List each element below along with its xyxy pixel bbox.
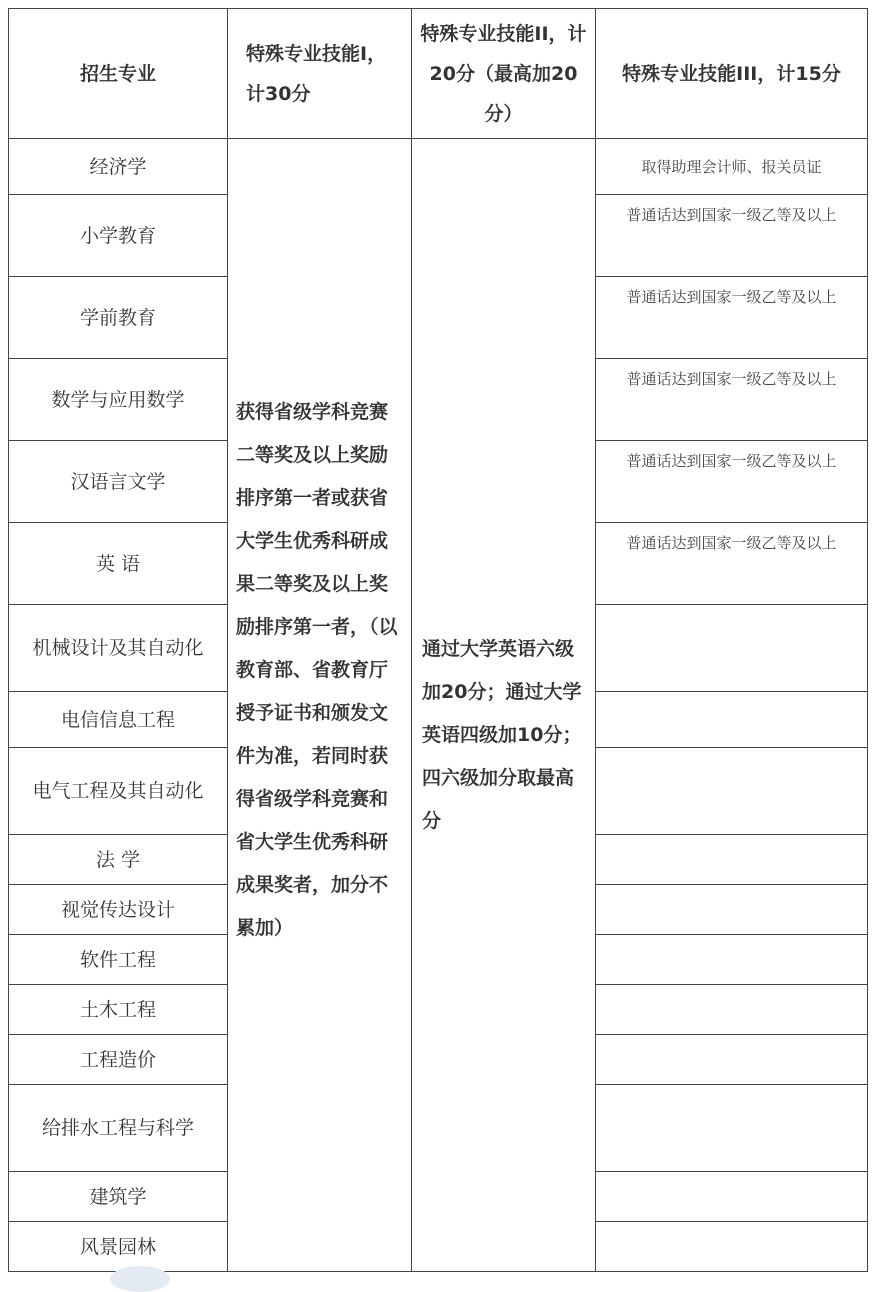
major-cell: 电气工程及其自动化: [9, 748, 228, 835]
major-cell: 数学与应用数学: [9, 359, 228, 441]
skill-3-cell: [596, 935, 868, 985]
skill-3-cell: [596, 605, 868, 692]
watermark-logo: [110, 1266, 170, 1292]
skill-3-cell: 普通话达到国家一级乙等及以上: [596, 359, 868, 441]
major-cell: 机械设计及其自动化: [9, 605, 228, 692]
skill-3-cell: [596, 748, 868, 835]
skill-3-cell: 取得助理会计师、报关员证: [596, 139, 868, 195]
skill-3-cell: 普通话达到国家一级乙等及以上: [596, 195, 868, 277]
major-cell: 英 语: [9, 523, 228, 605]
skill-3-cell: [596, 1085, 868, 1172]
skill-3-cell: [596, 835, 868, 885]
major-cell: 电信信息工程: [9, 692, 228, 748]
major-cell: 视觉传达设计: [9, 885, 228, 935]
skill-3-cell: [596, 1035, 868, 1085]
skill-3-cell: [596, 1172, 868, 1222]
header-skill-2: 特殊专业技能II，计20分（最高加20分）: [412, 9, 596, 139]
header-skill-3: 特殊专业技能III，计15分: [596, 9, 868, 139]
table-row: [9, 139, 868, 195]
skill-3-cell: [596, 692, 868, 748]
skill-1-cell: 获得省级学科竞赛二等奖及以上奖励排序第一者或获省大学生优秀科研成果二等奖及以上奖励排序第一者，（以教育部、省教育厅授予证书和颁发文件为准，若同时获得省级学科竞赛和省大学生优秀科研成果奖者，加分不累加）: [228, 139, 412, 1272]
major-cell: 小学教育: [9, 195, 228, 277]
skill-2-cell: 通过大学英语六级加20分；通过大学英语四级加10分；四六级加分取最高分: [412, 139, 596, 1272]
major-cell: 汉语言文学: [9, 441, 228, 523]
skill-3-cell: 普通话达到国家一级乙等及以上: [596, 277, 868, 359]
major-cell: 土木工程: [9, 985, 228, 1035]
table-header-row: [9, 9, 868, 139]
major-cell: 工程造价: [9, 1035, 228, 1085]
admission-bonus-table: [8, 8, 868, 1272]
major-cell: 风景园林: [9, 1222, 228, 1272]
major-cell: 建筑学: [9, 1172, 228, 1222]
major-cell: 给排水工程与科学: [9, 1085, 228, 1172]
header-skill-1: 特殊专业技能Ⅰ，计30分: [228, 9, 412, 139]
skill-3-cell: [596, 985, 868, 1035]
header-major: 招生专业: [9, 9, 228, 139]
major-cell: 经济学: [9, 139, 228, 195]
skill-3-cell: [596, 885, 868, 935]
skill-3-cell: 普通话达到国家一级乙等及以上: [596, 523, 868, 605]
major-cell: 法 学: [9, 835, 228, 885]
skill-3-cell: 普通话达到国家一级乙等及以上: [596, 441, 868, 523]
major-cell: 软件工程: [9, 935, 228, 985]
skill-3-cell: [596, 1222, 868, 1272]
major-cell: 学前教育: [9, 277, 228, 359]
